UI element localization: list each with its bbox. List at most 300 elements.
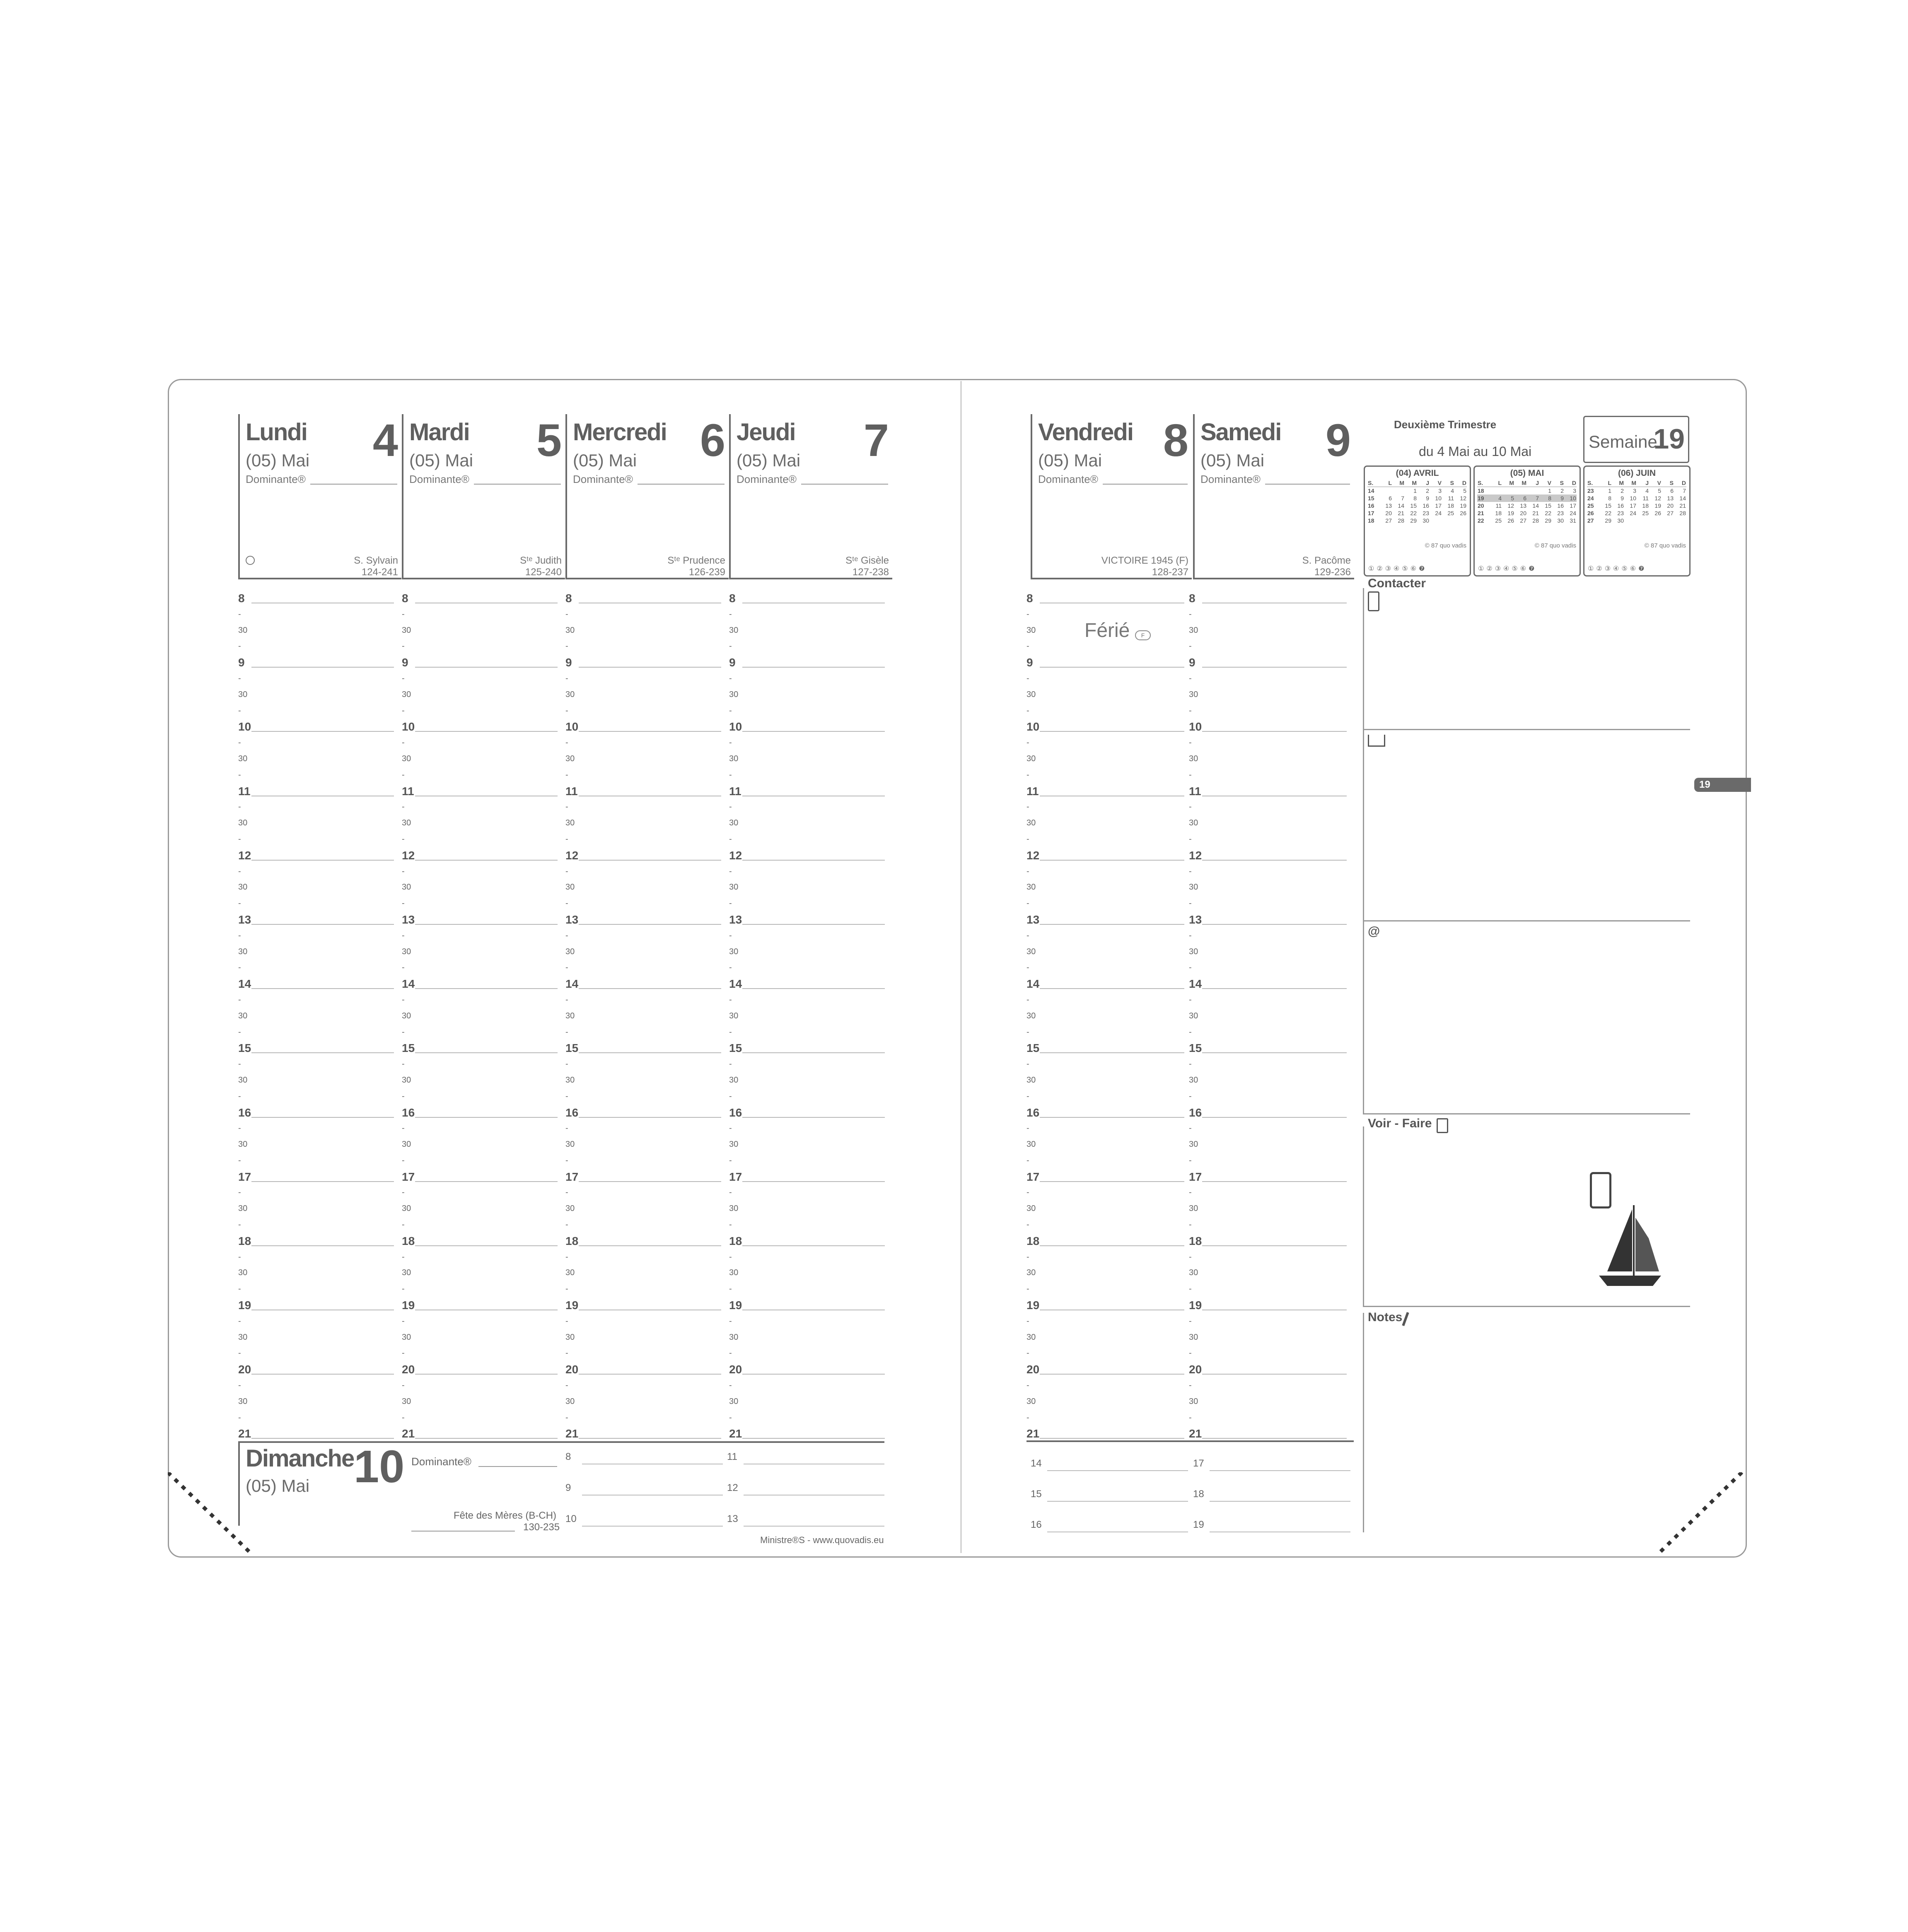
dash-row [402, 799, 559, 815]
mini-head-cell: S. [1367, 479, 1380, 487]
hour-row [565, 1297, 723, 1313]
dash-row [1026, 928, 1186, 944]
mini-day-cell: 17 [1630, 502, 1636, 509]
day-name: Mercredi [573, 419, 667, 446]
dash-mark: - [729, 642, 732, 651]
half-hour-label: 30 [402, 1397, 411, 1406]
mini-day-cell: 15 [1545, 502, 1551, 509]
dash-row [402, 1024, 559, 1040]
dash-row [1189, 1281, 1348, 1297]
mini-head-cell: M [1502, 479, 1514, 487]
hour-row [729, 719, 886, 735]
day-name: Lundi [246, 419, 307, 446]
dominante-line [801, 484, 888, 485]
sunday-name: Dimanche [246, 1445, 354, 1472]
hour-row [565, 912, 723, 928]
dash-row [238, 799, 396, 815]
hour-label: 15 [1026, 1042, 1040, 1055]
hour-row [565, 847, 723, 863]
half-hour-label: 30 [402, 1140, 411, 1149]
half-hour-label: 30 [729, 625, 739, 635]
dash-row [1189, 1184, 1348, 1201]
dash-mark: - [729, 1316, 732, 1326]
dash-row [1026, 1024, 1186, 1040]
mini-day-cell: 1 [1608, 487, 1611, 494]
dash-mark: - [1189, 1381, 1192, 1390]
half-hour-label: 30 [238, 1204, 248, 1213]
dash-mark: - [565, 931, 568, 940]
dash-row [1189, 1120, 1348, 1136]
hour-line [415, 1117, 558, 1118]
dash-mark: - [729, 963, 732, 972]
mini-day-cell [1380, 487, 1392, 495]
mini-day-cell: 14 [1679, 495, 1686, 502]
dash-row [1189, 1056, 1348, 1072]
dash-row [565, 1024, 723, 1040]
mini-day-cell: 4 [1645, 487, 1649, 494]
hour-label: 11 [729, 784, 741, 798]
dash-row [1026, 1088, 1186, 1105]
dash-row [402, 1313, 559, 1329]
hour-line [742, 988, 885, 989]
contact-label: Contacter [1368, 576, 1426, 590]
hour-row [565, 976, 723, 992]
hour-line [1202, 667, 1347, 668]
half-hour-label: 30 [729, 1075, 739, 1085]
half-hour-label: 30 [238, 1332, 248, 1342]
hour-line [415, 1181, 558, 1182]
hour-row [1189, 1361, 1348, 1377]
dash-mark: - [565, 642, 568, 651]
day-number: 6 [700, 415, 725, 466]
days-count: 125-240 [525, 567, 562, 578]
hour-line [1040, 1181, 1184, 1182]
dash-row [729, 1024, 886, 1040]
day-name: Samedi [1200, 419, 1281, 446]
mini-head-cell: D [1674, 479, 1686, 487]
half-hour-row [565, 1201, 723, 1217]
mini-day-cell: 27 [1587, 517, 1594, 524]
dash-row [1026, 895, 1186, 912]
hour-label: 16 [1189, 1106, 1202, 1119]
dash-row [402, 1120, 559, 1136]
dash-mark: - [1026, 1124, 1029, 1133]
half-hour-label: 30 [729, 1011, 739, 1020]
half-hour-row [1026, 1265, 1186, 1281]
fax-divider [1363, 920, 1690, 921]
mini-day-cell [1624, 517, 1637, 524]
dash-row [565, 799, 723, 815]
mini-day-cell: 27 [1520, 517, 1526, 524]
half-hour-label: 30 [402, 690, 411, 699]
mini-day-cell: 16 [1423, 502, 1429, 509]
hour-row [1189, 912, 1348, 928]
dash-mark: - [1189, 1413, 1192, 1422]
mini-day-cell: 19 [1477, 494, 1490, 502]
dash-row [565, 895, 723, 912]
hour-line [742, 1052, 885, 1053]
dash-row [729, 863, 886, 880]
dash-mark: - [565, 866, 568, 876]
hour-label: 12 [565, 849, 579, 862]
hour-row [1026, 654, 1186, 671]
hour-line [579, 860, 721, 861]
dash-mark: - [1026, 899, 1029, 908]
hour-row [1026, 1425, 1186, 1442]
dash-row [402, 863, 559, 880]
half-hour-label: 30 [729, 1332, 739, 1342]
dash-mark: - [729, 1124, 732, 1133]
half-hour-row [1026, 1008, 1186, 1024]
half-hour-label: 30 [1189, 1268, 1198, 1278]
hour-label: 17 [402, 1170, 415, 1183]
days-count: 129-236 [1314, 567, 1351, 578]
hour-label: 12 [1189, 849, 1202, 862]
hour-label: 10 [565, 1513, 577, 1524]
hour-column [1189, 590, 1348, 1442]
half-hour-row [1189, 1394, 1348, 1410]
day-number: 9 [1325, 415, 1351, 466]
mini-day-cell: 26 [1654, 510, 1661, 516]
mini-day-cell: 14 [1398, 502, 1404, 509]
sunday-event: Fête des Mères (B-CH) [454, 1510, 557, 1521]
hour-line [415, 1052, 558, 1053]
hour-label: 9 [729, 656, 736, 669]
mini-head-cell: M [1392, 479, 1405, 487]
half-hour-label: 30 [1026, 1075, 1036, 1085]
half-hour-label: 30 [565, 1140, 575, 1149]
half-hour-row [729, 1136, 886, 1153]
dash-mark: - [1026, 770, 1029, 779]
hour-label: 15 [238, 1042, 251, 1055]
half-hour-row [565, 1072, 723, 1088]
half-hour-row [1026, 1394, 1186, 1410]
right-sunday-divider [1026, 1440, 1354, 1442]
extra-hour [1193, 1519, 1204, 1531]
hour-row [402, 719, 559, 735]
days-count: 128-237 [1152, 567, 1188, 578]
hour-line [579, 1117, 721, 1118]
dash-mark: - [729, 1413, 732, 1422]
half-hour-label: 30 [402, 1011, 411, 1020]
half-hour-row [565, 944, 723, 960]
dash-row [238, 1345, 396, 1361]
saint-info [667, 555, 725, 578]
half-hour-row [565, 1329, 723, 1346]
dash-mark: - [238, 1188, 241, 1197]
half-hour-row [1189, 1201, 1348, 1217]
mini-head-cell: S [1442, 479, 1454, 487]
hour-line [415, 1438, 558, 1439]
dash-mark: - [565, 738, 568, 748]
dash-mark: - [729, 1091, 732, 1101]
half-hour-row [238, 622, 396, 639]
dash-mark: - [402, 706, 405, 715]
dash-row [238, 767, 396, 783]
dash-mark: - [729, 609, 732, 619]
hour-label: 12 [727, 1482, 738, 1493]
dash-mark: - [729, 1284, 732, 1294]
notes-vertical-rule [1363, 1313, 1364, 1532]
dash-mark: - [402, 673, 405, 683]
half-hour-row [402, 879, 559, 895]
half-hour-row [1189, 1008, 1348, 1024]
dash-mark: - [1189, 1027, 1192, 1037]
mini-day-cell: 20 [1478, 502, 1484, 509]
hour-label: 16 [238, 1106, 251, 1119]
day-month: (05) Mai [573, 451, 637, 470]
hour-row [1026, 976, 1186, 992]
hour-label: 10 [1026, 720, 1040, 733]
hour-label: 17 [238, 1170, 251, 1183]
sunday-hour-line [582, 1526, 723, 1527]
mini-day-cell: 10 [1630, 495, 1636, 502]
half-hour-row [565, 622, 723, 639]
mini-day-cell: 18 [1447, 502, 1454, 509]
hour-row [402, 1040, 559, 1056]
hour-row [1189, 1040, 1348, 1056]
notes-label: Notes [1368, 1310, 1403, 1324]
holiday-f-icon: F [1135, 630, 1151, 640]
mini-day-cell: 9 [1621, 495, 1624, 502]
dash-mark: - [729, 1381, 732, 1390]
half-hour-label: 30 [1026, 1204, 1036, 1213]
hour-label: 12 [238, 849, 251, 862]
dash-mark: - [565, 1059, 568, 1069]
half-hour-row [238, 1136, 396, 1153]
half-hour-row [238, 944, 396, 960]
mini-day-cell: 15 [1410, 502, 1417, 509]
mini-day-cell: 17 [1368, 510, 1374, 516]
hour-column [402, 590, 559, 1442]
mini-day-cell: 9 [1552, 494, 1564, 502]
half-hour-label: 30 [565, 754, 575, 763]
sunday-event-line [411, 1531, 515, 1532]
dash-row [565, 638, 723, 654]
saint-info [1101, 555, 1188, 578]
hour-line [251, 731, 394, 732]
dash-mark: - [402, 609, 405, 619]
mini-day-cell [1454, 517, 1467, 524]
hour-line [579, 731, 721, 732]
dash-mark: - [565, 1316, 568, 1326]
mini-day-cell: 28 [1679, 510, 1686, 516]
hour-line [1040, 924, 1184, 925]
mini-calendar [1364, 466, 1471, 576]
dash-row [238, 1281, 396, 1297]
mini-day-cell: 21 [1532, 510, 1539, 516]
dash-row [238, 735, 396, 751]
hour-line [251, 1374, 394, 1375]
half-hour-row [1189, 815, 1348, 831]
hour-row [238, 719, 396, 735]
dash-row [565, 735, 723, 751]
dash-row [1189, 831, 1348, 847]
half-hour-row [1189, 1072, 1348, 1088]
half-hour-label: 30 [1026, 1140, 1036, 1149]
dash-row [729, 1153, 886, 1169]
dash-mark: - [238, 834, 241, 844]
half-hour-label: 30 [238, 1140, 248, 1149]
hour-line [742, 1117, 885, 1118]
hour-label: 19 [729, 1299, 742, 1312]
dash-row [729, 1249, 886, 1265]
dash-row [729, 1281, 886, 1297]
mini-day-cell: 6 [1670, 487, 1674, 494]
hour-line [1202, 731, 1347, 732]
dash-row [238, 1153, 396, 1169]
dash-row [1026, 1217, 1186, 1233]
dash-mark: - [565, 899, 568, 908]
hour-line [251, 1181, 394, 1182]
hour-label: 8 [402, 592, 408, 605]
hour-label: 14 [402, 977, 415, 991]
mini-calendar-title: (06) JUIN [1618, 468, 1656, 478]
mini-day-cell: 29 [1410, 517, 1417, 524]
dash-row [1026, 992, 1186, 1008]
hour-label: 8 [1026, 592, 1033, 605]
half-hour-row [729, 751, 886, 767]
mini-day-cell: 17 [1435, 502, 1442, 509]
hour-row [402, 783, 559, 799]
fax-icon [1368, 735, 1385, 747]
mini-day-cell: 26 [1587, 510, 1594, 516]
hour-label: 9 [565, 656, 572, 669]
dash-row [729, 1410, 886, 1426]
hour-label: 20 [238, 1363, 251, 1376]
hour-row [565, 590, 723, 606]
saint-name: Sᵗᵉ Judith [520, 555, 562, 566]
dash-mark: - [402, 1188, 405, 1197]
hour-row [565, 1361, 723, 1377]
dash-mark: - [402, 1155, 405, 1165]
half-hour-row [1189, 1329, 1348, 1346]
dash-mark: - [1189, 1091, 1192, 1101]
dash-mark: - [402, 1091, 405, 1101]
hour-row [402, 590, 559, 606]
dash-mark: - [1026, 1220, 1029, 1230]
mini-head-cell: D [1564, 479, 1577, 487]
hour-label: 11 [1189, 784, 1201, 798]
half-hour-label: 30 [565, 1011, 575, 1020]
dash-row [1189, 1345, 1348, 1361]
hour-label: 19 [1026, 1299, 1040, 1312]
mini-day-cell: 25 [1495, 517, 1502, 524]
half-hour-label: 30 [1026, 883, 1036, 892]
holiday-label: Férié [1084, 620, 1130, 642]
day-name: Mardi [409, 419, 469, 446]
half-hour-label: 30 [402, 1332, 411, 1342]
mini-day-cell: 26 [1460, 510, 1466, 516]
dash-row [565, 703, 723, 719]
hour-row [402, 1233, 559, 1249]
mini-day-cell: 21 [1398, 510, 1404, 516]
mini-calendar-grid [1477, 479, 1577, 524]
dash-mark: - [565, 706, 568, 715]
mini-head-cell: L [1380, 479, 1392, 487]
dash-row [1026, 1377, 1186, 1394]
dash-row [402, 735, 559, 751]
hour-label: 13 [402, 913, 415, 926]
dash-row [565, 1153, 723, 1169]
mini-day-cell: 11 [1495, 502, 1502, 509]
dominante-label: Dominante® [573, 473, 633, 485]
half-hour-label: 30 [1026, 818, 1036, 828]
phone-icon [1368, 591, 1379, 611]
hour-line [742, 860, 885, 861]
dash-mark: - [1026, 1188, 1029, 1197]
hour-line [251, 667, 394, 668]
half-hour-label: 30 [729, 1140, 739, 1149]
dash-row [1189, 1217, 1348, 1233]
half-hour-row [402, 687, 559, 703]
mini-day-cell: 13 [1667, 495, 1674, 502]
dash-row [402, 1088, 559, 1105]
dash-mark: - [729, 770, 732, 779]
mini-day-cell [1430, 517, 1442, 524]
half-hour-label: 30 [402, 754, 411, 763]
mini-day-cell: 25 [1587, 502, 1594, 509]
hour-label: 11 [1026, 784, 1039, 798]
dash-mark: - [1026, 738, 1029, 748]
hour-row [1026, 1233, 1186, 1249]
dash-row [402, 767, 559, 783]
hour-line [742, 1438, 885, 1439]
hour-column [238, 590, 396, 1442]
half-hour-label: 30 [402, 625, 411, 635]
sunday-month: (05) Mai [246, 1476, 310, 1495]
dash-mark: - [565, 834, 568, 844]
sunday-hour-b [727, 1451, 737, 1463]
dash-mark: - [729, 1155, 732, 1165]
dash-row [1026, 863, 1186, 880]
dash-row [729, 1056, 886, 1072]
hour-line [251, 1117, 394, 1118]
extra-hour [1031, 1519, 1042, 1531]
hour-row [565, 1425, 723, 1442]
dash-mark: - [729, 738, 732, 748]
hour-line [1202, 860, 1347, 861]
hour-label: 14 [565, 977, 579, 991]
dash-row [238, 1184, 396, 1201]
page-spine [960, 381, 962, 1553]
hour-label: 19 [238, 1299, 251, 1312]
email-icon: @ [1368, 924, 1380, 938]
hour-line [1040, 731, 1184, 732]
sunday-block [238, 1441, 884, 1545]
mini-day-cell: 24 [1570, 510, 1576, 516]
note-icon [1437, 1118, 1448, 1133]
half-hour-row [729, 944, 886, 960]
dash-row [565, 1217, 723, 1233]
dash-mark: - [1189, 1284, 1192, 1294]
hour-label: 12 [1026, 849, 1040, 862]
half-hour-row [1189, 1136, 1348, 1153]
dash-mark: - [729, 1059, 732, 1069]
mini-day-cell: 21 [1478, 510, 1484, 516]
half-hour-row [729, 1072, 886, 1088]
dash-row [1189, 992, 1348, 1008]
dominante-line [1103, 484, 1188, 485]
hour-label: 16 [402, 1106, 415, 1119]
hour-label: 13 [1189, 913, 1202, 926]
hour-label: 9 [1026, 656, 1033, 669]
hour-line [579, 1052, 721, 1053]
mini-head-cell: M [1405, 479, 1417, 487]
hour-row [1189, 590, 1348, 606]
hour-row [729, 912, 886, 928]
hour-row [238, 1425, 396, 1442]
